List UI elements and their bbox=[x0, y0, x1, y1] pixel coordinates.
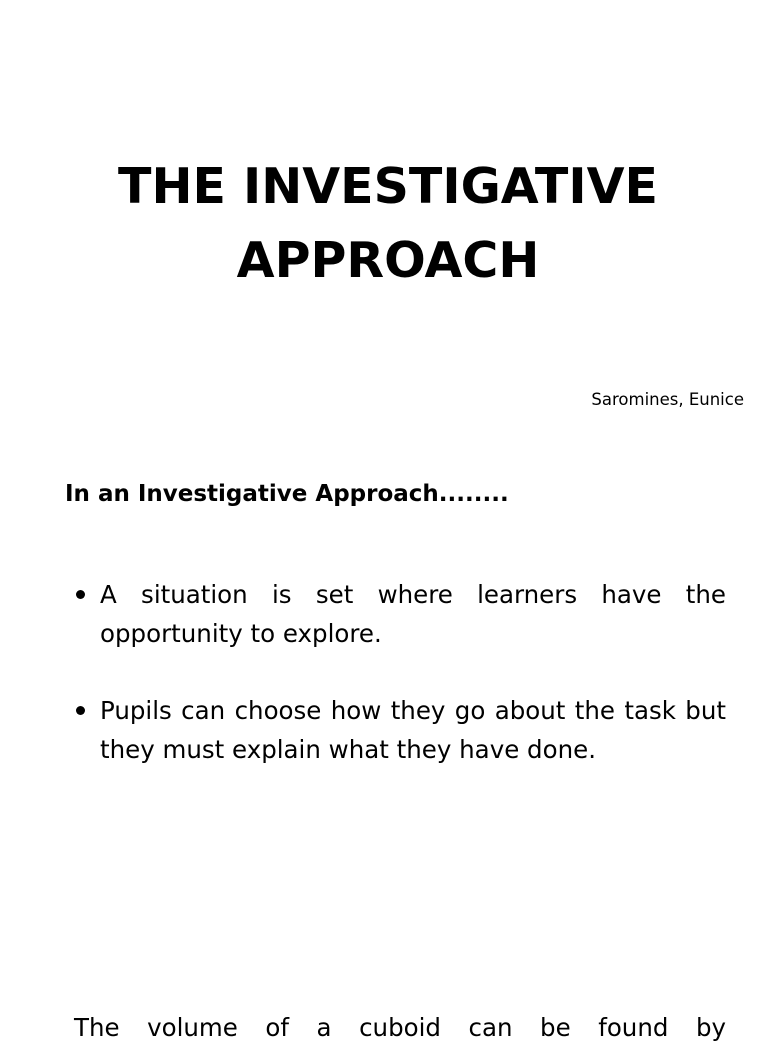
page-title bbox=[0, 150, 768, 298]
bullet-list bbox=[74, 575, 726, 807]
list-item bbox=[74, 691, 726, 769]
section-heading: In an Investigative Approach........ bbox=[65, 481, 509, 507]
bullet-icon bbox=[76, 706, 85, 715]
title-line-2: APPROACH bbox=[236, 232, 540, 289]
title-line-1: THE INVESTIGATIVE bbox=[118, 158, 658, 215]
bullet-icon bbox=[76, 590, 85, 599]
author-name: Saromines, Eunice bbox=[591, 390, 744, 409]
cutoff-paragraph: The volume of a cuboid can be found by bbox=[74, 1013, 726, 1042]
bullet-text: Pupils can choose how they go about the task but they must explain what they have done. bbox=[100, 696, 726, 764]
list-item bbox=[74, 575, 726, 653]
bullet-text: A situation is set where learners have the opportunity to explore. bbox=[100, 580, 726, 648]
